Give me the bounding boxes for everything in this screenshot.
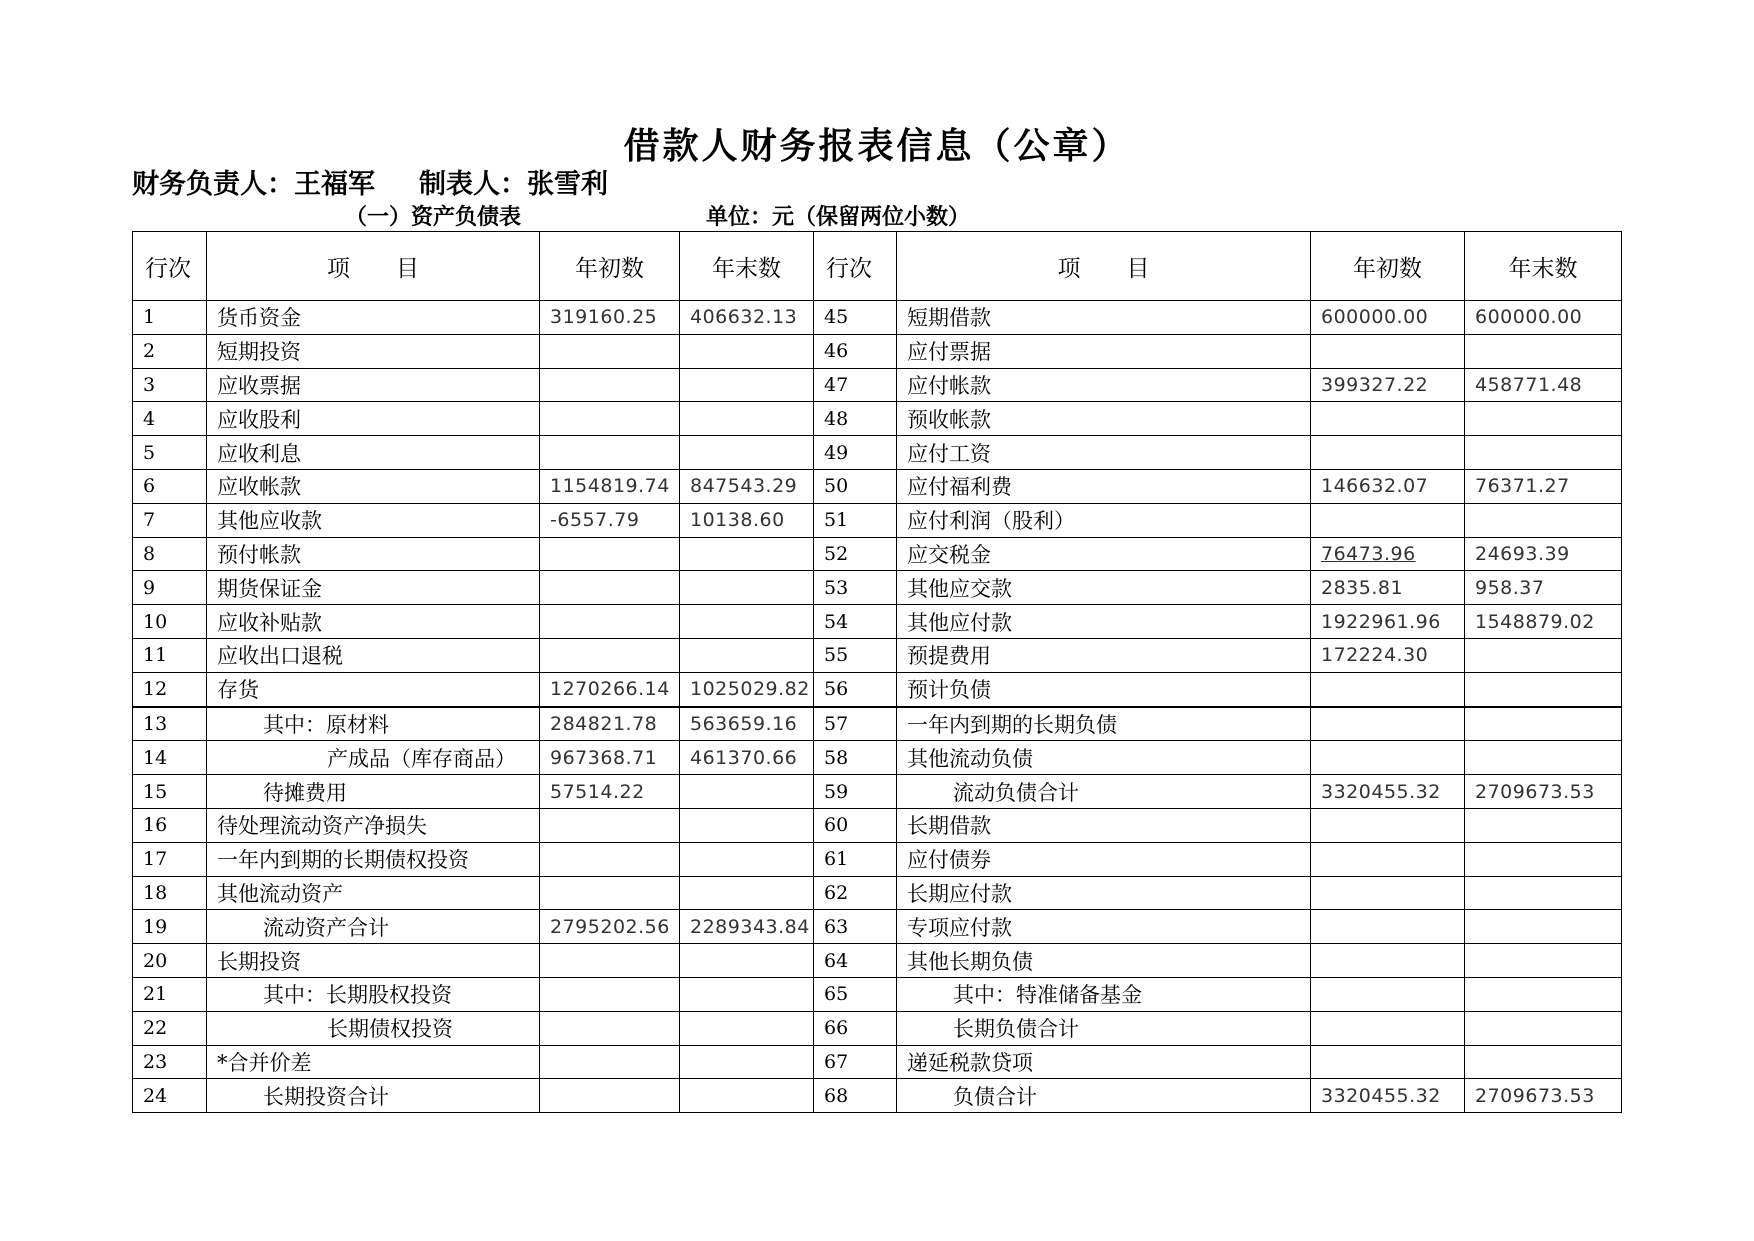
asset-item-cell: 应收补贴款 bbox=[207, 605, 540, 639]
end-value-cell bbox=[680, 808, 814, 842]
line-number-cell: 6 bbox=[133, 469, 207, 503]
table-row bbox=[133, 1011, 1622, 1045]
end-value-cell bbox=[680, 1011, 814, 1045]
liability-item-cell: 其他流动负债 bbox=[897, 741, 1311, 775]
line-number-cell: 65 bbox=[814, 977, 897, 1011]
asset-item-cell: 其中：长期股权投资 bbox=[207, 977, 540, 1011]
line-number-cell: 56 bbox=[814, 672, 897, 706]
begin-value-cell bbox=[540, 638, 680, 672]
begin-value-cell bbox=[1311, 876, 1465, 910]
begin-value-cell: 57514.22 bbox=[540, 775, 680, 809]
end-value-cell: 1548879.02 bbox=[1465, 605, 1622, 639]
line-number-cell: 20 bbox=[133, 944, 207, 978]
begin-value-cell bbox=[540, 1079, 680, 1113]
line-number-cell: 54 bbox=[814, 605, 897, 639]
begin-value-cell: 3320455.32 bbox=[1311, 775, 1465, 809]
table-row bbox=[133, 977, 1622, 1011]
line-number-cell: 55 bbox=[814, 638, 897, 672]
liability-item-cell: 应付帐款 bbox=[897, 368, 1311, 402]
begin-value-cell bbox=[540, 977, 680, 1011]
liability-item-cell: 其他应交款 bbox=[897, 571, 1311, 605]
asset-item-cell: 应收票据 bbox=[207, 368, 540, 402]
liability-item-cell: 应付票据 bbox=[897, 334, 1311, 368]
end-value-cell bbox=[680, 1045, 814, 1079]
table-row bbox=[133, 775, 1622, 809]
asset-item-cell: 应收利息 bbox=[207, 436, 540, 470]
asset-item-cell: 应收帐款 bbox=[207, 469, 540, 503]
line-number-cell: 48 bbox=[814, 402, 897, 436]
begin-value-cell bbox=[540, 571, 680, 605]
asset-item-cell: 长期投资合计 bbox=[207, 1079, 540, 1113]
begin-value-cell: 399327.22 bbox=[1311, 368, 1465, 402]
table-row bbox=[133, 944, 1622, 978]
asset-item-cell: 其他应收款 bbox=[207, 503, 540, 537]
end-value-cell bbox=[680, 842, 814, 876]
end-value-cell bbox=[1465, 1011, 1622, 1045]
begin-value-cell bbox=[540, 402, 680, 436]
table-row bbox=[133, 1079, 1622, 1113]
table-row bbox=[133, 571, 1622, 605]
line-number-cell: 12 bbox=[133, 672, 207, 706]
liability-item-cell: 长期负债合计 bbox=[897, 1011, 1311, 1045]
liability-item-cell: 其他应付款 bbox=[897, 605, 1311, 639]
end-value-cell bbox=[1465, 842, 1622, 876]
begin-value-cell: 1922961.96 bbox=[1311, 605, 1465, 639]
end-value-cell: 847543.29 bbox=[680, 469, 814, 503]
end-value-cell: 76371.27 bbox=[1465, 469, 1622, 503]
header-item: 项 目 bbox=[207, 232, 540, 301]
table-row bbox=[133, 808, 1622, 842]
end-value-cell bbox=[1465, 977, 1622, 1011]
begin-value-cell: 3320455.32 bbox=[1311, 1079, 1465, 1113]
liability-item-cell: 其他长期负债 bbox=[897, 944, 1311, 978]
asset-item-cell: 预付帐款 bbox=[207, 537, 540, 571]
asset-item-cell: *合并价差 bbox=[207, 1045, 540, 1079]
end-value-cell bbox=[680, 876, 814, 910]
begin-value-cell bbox=[540, 368, 680, 402]
line-number-cell: 53 bbox=[814, 571, 897, 605]
line-number-cell: 51 bbox=[814, 503, 897, 537]
begin-value-cell: 2795202.56 bbox=[540, 910, 680, 944]
end-value-cell: 406632.13 bbox=[680, 301, 814, 335]
asset-item-cell: 其他流动资产 bbox=[207, 876, 540, 910]
begin-value-cell bbox=[1311, 944, 1465, 978]
end-value-cell bbox=[1465, 944, 1622, 978]
liability-item-cell: 预计负债 bbox=[897, 672, 1311, 706]
liability-item-cell: 应交税金 bbox=[897, 537, 1311, 571]
liability-item-cell: 专项应付款 bbox=[897, 910, 1311, 944]
end-value-cell bbox=[1465, 334, 1622, 368]
table-row bbox=[133, 301, 1622, 335]
header-begin: 年初数 bbox=[1311, 232, 1465, 301]
end-value-cell bbox=[680, 775, 814, 809]
line-number-cell: 47 bbox=[814, 368, 897, 402]
liability-item-cell: 预提费用 bbox=[897, 638, 1311, 672]
end-value-cell: 1025029.82 bbox=[680, 672, 814, 706]
end-value-cell bbox=[1465, 436, 1622, 470]
end-value-cell: 958.37 bbox=[1465, 571, 1622, 605]
end-value-cell: 600000.00 bbox=[1465, 301, 1622, 335]
line-number-cell: 15 bbox=[133, 775, 207, 809]
line-number-cell: 61 bbox=[814, 842, 897, 876]
begin-value-cell bbox=[1311, 503, 1465, 537]
end-value-cell: 2709673.53 bbox=[1465, 1079, 1622, 1113]
table-row bbox=[133, 707, 1622, 741]
begin-value-cell bbox=[1311, 402, 1465, 436]
line-number-cell: 49 bbox=[814, 436, 897, 470]
liability-item-cell: 长期应付款 bbox=[897, 876, 1311, 910]
begin-value-cell bbox=[540, 944, 680, 978]
end-value-cell: 2709673.53 bbox=[1465, 775, 1622, 809]
line-number-cell: 4 bbox=[133, 402, 207, 436]
asset-item-cell: 其中：原材料 bbox=[207, 707, 540, 741]
begin-value-cell bbox=[1311, 1045, 1465, 1079]
line-number-cell: 13 bbox=[133, 707, 207, 741]
begin-value-cell bbox=[1311, 707, 1465, 741]
begin-value-cell: 76473.96 bbox=[1311, 537, 1465, 571]
begin-value-cell bbox=[540, 876, 680, 910]
begin-value-cell bbox=[1311, 436, 1465, 470]
header-line-no: 行次 bbox=[814, 232, 897, 301]
table-row bbox=[133, 741, 1622, 775]
end-value-cell: 461370.66 bbox=[680, 741, 814, 775]
liability-item-cell: 短期借款 bbox=[897, 301, 1311, 335]
table-row bbox=[133, 469, 1622, 503]
begin-value-cell: 1270266.14 bbox=[540, 672, 680, 706]
line-number-cell: 64 bbox=[814, 944, 897, 978]
begin-value-cell: -6557.79 bbox=[540, 503, 680, 537]
line-number-cell: 19 bbox=[133, 910, 207, 944]
header-row bbox=[133, 232, 1622, 301]
maker-label: 制表人： bbox=[419, 169, 527, 200]
liability-item-cell: 其中：特准储备基金 bbox=[897, 977, 1311, 1011]
begin-value-cell bbox=[1311, 977, 1465, 1011]
asset-item-cell: 长期投资 bbox=[207, 944, 540, 978]
line-number-cell: 17 bbox=[133, 842, 207, 876]
end-value-cell bbox=[680, 402, 814, 436]
table-row bbox=[133, 503, 1622, 537]
table-row bbox=[133, 334, 1622, 368]
header-end: 年末数 bbox=[680, 232, 814, 301]
end-value-cell: 563659.16 bbox=[680, 707, 814, 741]
line-number-cell: 45 bbox=[814, 301, 897, 335]
begin-value-cell: 967368.71 bbox=[540, 741, 680, 775]
begin-value-cell: 2835.81 bbox=[1311, 571, 1465, 605]
begin-value-cell bbox=[1311, 334, 1465, 368]
liability-item-cell: 应付债券 bbox=[897, 842, 1311, 876]
line-number-cell: 7 bbox=[133, 503, 207, 537]
header-begin: 年初数 bbox=[540, 232, 680, 301]
begin-value-cell: 1154819.74 bbox=[540, 469, 680, 503]
end-value-cell bbox=[1465, 1045, 1622, 1079]
liability-item-cell: 流动负债合计 bbox=[897, 775, 1311, 809]
line-number-cell: 67 bbox=[814, 1045, 897, 1079]
begin-value-cell bbox=[540, 605, 680, 639]
line-number-cell: 22 bbox=[133, 1011, 207, 1045]
begin-value-cell: 284821.78 bbox=[540, 707, 680, 741]
end-value-cell bbox=[680, 436, 814, 470]
line-number-cell: 2 bbox=[133, 334, 207, 368]
unit-note: 单位：元（保留两位小数） bbox=[706, 205, 971, 230]
line-number-cell: 50 bbox=[814, 469, 897, 503]
line-number-cell: 58 bbox=[814, 741, 897, 775]
begin-value-cell: 319160.25 bbox=[540, 301, 680, 335]
end-value-cell bbox=[1465, 741, 1622, 775]
table-row bbox=[133, 842, 1622, 876]
section-title: （一）资产负债表 bbox=[345, 205, 522, 230]
asset-item-cell: 一年内到期的长期债权投资 bbox=[207, 842, 540, 876]
liability-item-cell: 一年内到期的长期负债 bbox=[897, 707, 1311, 741]
begin-value-cell bbox=[1311, 808, 1465, 842]
table-row bbox=[133, 368, 1622, 402]
line-number-cell: 11 bbox=[133, 638, 207, 672]
end-value-cell bbox=[680, 944, 814, 978]
asset-item-cell: 待摊费用 bbox=[207, 775, 540, 809]
end-value-cell bbox=[680, 368, 814, 402]
end-value-cell bbox=[680, 571, 814, 605]
liability-item-cell: 负债合计 bbox=[897, 1079, 1311, 1113]
begin-value-cell bbox=[540, 436, 680, 470]
table-row bbox=[133, 537, 1622, 571]
end-value-cell bbox=[680, 977, 814, 1011]
begin-value-cell bbox=[540, 842, 680, 876]
end-value-cell bbox=[680, 1079, 814, 1113]
line-number-cell: 59 bbox=[814, 775, 897, 809]
begin-value-cell: 172224.30 bbox=[1311, 638, 1465, 672]
responsible-persons bbox=[132, 162, 608, 201]
begin-value-cell: 600000.00 bbox=[1311, 301, 1465, 335]
line-number-cell: 1 bbox=[133, 301, 207, 335]
finance-label: 财务负责人： bbox=[132, 169, 294, 200]
end-value-cell bbox=[1465, 638, 1622, 672]
liability-item-cell: 应付福利费 bbox=[897, 469, 1311, 503]
line-number-cell: 66 bbox=[814, 1011, 897, 1045]
begin-value-cell bbox=[540, 537, 680, 571]
end-value-cell bbox=[1465, 672, 1622, 706]
liability-item-cell: 应付工资 bbox=[897, 436, 1311, 470]
page-title: 借款人财务报表信息（公章） bbox=[623, 125, 1131, 167]
line-number-cell: 46 bbox=[814, 334, 897, 368]
end-value-cell: 24693.39 bbox=[1465, 537, 1622, 571]
table-row bbox=[133, 638, 1622, 672]
asset-item-cell: 产成品（库存商品） bbox=[207, 741, 540, 775]
table-row bbox=[133, 605, 1622, 639]
end-value-cell bbox=[680, 605, 814, 639]
liability-item-cell: 应付利润（股利） bbox=[897, 503, 1311, 537]
table-row bbox=[133, 672, 1622, 706]
begin-value-cell bbox=[1311, 1011, 1465, 1045]
maker-name: 张雪利 bbox=[527, 169, 608, 200]
line-number-cell: 21 bbox=[133, 977, 207, 1011]
asset-item-cell: 待处理流动资产净损失 bbox=[207, 808, 540, 842]
end-value-cell bbox=[1465, 910, 1622, 944]
line-number-cell: 18 bbox=[133, 876, 207, 910]
end-value-cell bbox=[680, 334, 814, 368]
table-row bbox=[133, 1045, 1622, 1079]
begin-value-cell bbox=[540, 808, 680, 842]
line-number-cell: 24 bbox=[133, 1079, 207, 1113]
begin-value-cell bbox=[1311, 910, 1465, 944]
line-number-cell: 63 bbox=[814, 910, 897, 944]
asset-item-cell: 存货 bbox=[207, 672, 540, 706]
liability-item-cell: 预收帐款 bbox=[897, 402, 1311, 436]
line-number-cell: 57 bbox=[814, 707, 897, 741]
header-line-no: 行次 bbox=[133, 232, 207, 301]
end-value-cell bbox=[680, 537, 814, 571]
asset-item-cell: 应收出口退税 bbox=[207, 638, 540, 672]
end-value-cell bbox=[1465, 808, 1622, 842]
line-number-cell: 23 bbox=[133, 1045, 207, 1079]
end-value-cell bbox=[1465, 876, 1622, 910]
end-value-cell: 2289343.84 bbox=[680, 910, 814, 944]
end-value-cell bbox=[1465, 707, 1622, 741]
line-number-cell: 5 bbox=[133, 436, 207, 470]
end-value-cell bbox=[1465, 402, 1622, 436]
asset-item-cell: 应收股利 bbox=[207, 402, 540, 436]
begin-value-cell bbox=[540, 1045, 680, 1079]
end-value-cell bbox=[1465, 503, 1622, 537]
liability-item-cell: 递延税款贷项 bbox=[897, 1045, 1311, 1079]
line-number-cell: 3 bbox=[133, 368, 207, 402]
asset-item-cell: 货币资金 bbox=[207, 301, 540, 335]
header-item: 项 目 bbox=[897, 232, 1311, 301]
table-row bbox=[133, 436, 1622, 470]
line-number-cell: 68 bbox=[814, 1079, 897, 1113]
line-number-cell: 8 bbox=[133, 537, 207, 571]
begin-value-cell bbox=[540, 334, 680, 368]
end-value-cell: 458771.48 bbox=[1465, 368, 1622, 402]
finance-name: 王福军 bbox=[294, 169, 375, 200]
asset-item-cell: 流动资产合计 bbox=[207, 910, 540, 944]
begin-value-cell bbox=[1311, 741, 1465, 775]
asset-item-cell: 期货保证金 bbox=[207, 571, 540, 605]
asset-item-cell: 短期投资 bbox=[207, 334, 540, 368]
begin-value-cell: 146632.07 bbox=[1311, 469, 1465, 503]
line-number-cell: 60 bbox=[814, 808, 897, 842]
line-number-cell: 9 bbox=[133, 571, 207, 605]
line-number-cell: 10 bbox=[133, 605, 207, 639]
end-value-cell: 10138.60 bbox=[680, 503, 814, 537]
line-number-cell: 62 bbox=[814, 876, 897, 910]
line-number-cell: 52 bbox=[814, 537, 897, 571]
table-row bbox=[133, 910, 1622, 944]
line-number-cell: 14 bbox=[133, 741, 207, 775]
table-row bbox=[133, 402, 1622, 436]
begin-value-cell bbox=[1311, 672, 1465, 706]
begin-value-cell bbox=[540, 1011, 680, 1045]
asset-item-cell: 长期债权投资 bbox=[207, 1011, 540, 1045]
table-row bbox=[133, 876, 1622, 910]
balance-sheet-table bbox=[132, 231, 1622, 1113]
header-end: 年末数 bbox=[1465, 232, 1622, 301]
line-number-cell: 16 bbox=[133, 808, 207, 842]
liability-item-cell: 长期借款 bbox=[897, 808, 1311, 842]
end-value-cell bbox=[680, 638, 814, 672]
begin-value-cell bbox=[1311, 842, 1465, 876]
